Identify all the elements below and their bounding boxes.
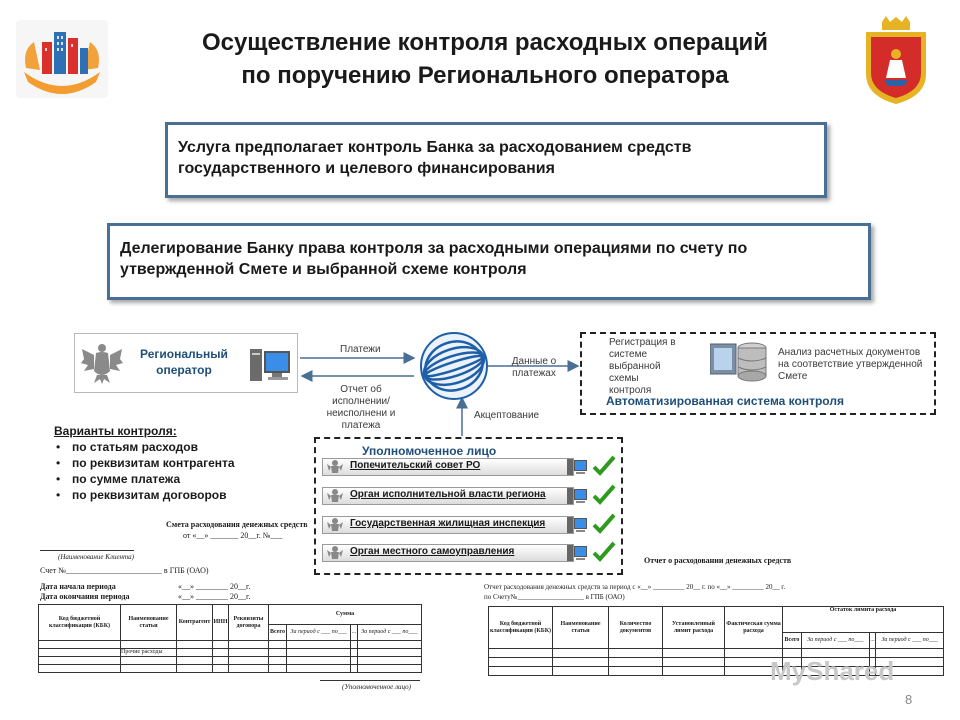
authorized-item-label: Орган исполнительной власти региона xyxy=(350,489,546,500)
report-subcol-ellipsis: ... xyxy=(869,633,876,649)
authorized-item-4 xyxy=(322,543,612,563)
check-icon xyxy=(592,454,616,478)
delegation-box: Делегирование Банку права контроля за расходными операциями по счету по утвержденной Смете и выбранной схеме контроля xyxy=(107,223,871,300)
estimate-subcol-period: За период с ___ по___ xyxy=(357,625,421,641)
report-subcol-period: За период с ___ по___ xyxy=(801,633,869,649)
watermark: MyShared xyxy=(770,656,895,686)
eagle-emblem-icon xyxy=(326,459,344,475)
estimate-start-date-value: «__» ________ 20__г. xyxy=(178,582,251,591)
control-variant-item: • по реквизитам контрагента xyxy=(54,455,235,471)
control-variant-item: • по статьям расходов xyxy=(54,439,235,455)
report-col-kbk: Код бюджетной классификации (КБК) xyxy=(489,607,553,649)
eagle-emblem-icon xyxy=(326,545,344,561)
estimate-end-date-value: «__» ________ 20__г. xyxy=(178,592,251,601)
eagle-emblem-icon xyxy=(326,517,344,533)
authorized-item-2 xyxy=(322,486,612,506)
estimate-end-date: Дата окончания периода xyxy=(40,592,130,601)
automated-control-system-title: Автоматизированная система контроля xyxy=(606,394,844,408)
analysis-label: Анализ расчетных документов на соответствие утвержденной Смете xyxy=(778,347,923,382)
authorized-item-label: Государственная жилищная инспекция xyxy=(350,518,546,529)
report-col-remaining: Остаток лимита расхода xyxy=(783,607,944,633)
estimate-start-date: Дата начала периода xyxy=(40,582,116,591)
estimate-title: Смета расходования денежных средств xyxy=(166,520,308,529)
report-col-doc-count: Количество документов xyxy=(609,607,663,649)
control-variants-heading: Варианты контроля: xyxy=(54,424,177,438)
estimate-table xyxy=(38,604,422,673)
report-col-article: Наименование статьи xyxy=(553,607,609,649)
report-title: Отчет о расходовании денежных средств xyxy=(644,556,792,565)
database-icon xyxy=(710,338,770,386)
estimate-col-contract: Реквизиты договора xyxy=(229,605,269,641)
acceptance-label: Акцептование xyxy=(474,410,540,421)
computer-icon xyxy=(566,515,588,535)
estimate-subcol-total: Всего xyxy=(269,625,287,641)
estimate-subcol-period: За период с ___ по___ xyxy=(286,625,350,641)
estimate-other-expenses: Прочие расходы xyxy=(121,649,177,657)
title-line-1: Осуществление контроля расходных операций xyxy=(201,29,769,56)
report-subcol-period: За период с ___ по___ xyxy=(876,633,944,649)
eagle-emblem-icon xyxy=(326,488,344,504)
estimate-subtitle: от «__» _______ 20__г. №___ xyxy=(183,531,283,540)
check-icon xyxy=(592,540,616,564)
payments-label: Платежи xyxy=(340,344,381,355)
control-variant-item: • по реквизитам договоров xyxy=(54,487,235,503)
computer-icon xyxy=(566,486,588,506)
report-account: по Счету№___________________ в ГПБ (ОАО) xyxy=(484,593,625,601)
estimate-col-kbk: Код бюджетной классификации (КБК) xyxy=(39,605,121,641)
client-line xyxy=(40,550,134,551)
service-box: Услуга предполагает контроль Банка за расходованием средств государственного и целевого финансирования xyxy=(165,122,827,198)
estimate-col-inn: ИНН xyxy=(213,605,229,641)
check-icon xyxy=(592,483,616,507)
estimate-signature-caption: (Уполномоченное лицо) xyxy=(342,683,411,691)
estimate-subcol-ellipsis: ... xyxy=(351,625,357,641)
control-variant-item: • по сумме платежа xyxy=(54,471,235,487)
authorized-person-title: Уполномоченное лицо xyxy=(362,444,497,458)
authorized-item-label: Орган местного самоуправления xyxy=(350,546,515,557)
check-icon xyxy=(592,512,616,536)
authorized-item-1 xyxy=(322,457,612,477)
computer-icon xyxy=(566,457,588,477)
computer-icon xyxy=(566,543,588,563)
authorized-item-label: Попечительский совет РО xyxy=(350,460,481,471)
estimate-client-caption: (Наименование Клиента) xyxy=(58,553,135,561)
regional-operator-label: Региональный оператор xyxy=(140,347,228,377)
estimate-col-sum: Сумма xyxy=(269,605,422,625)
estimate-account: Счет №________________________ в ГПБ (ОАО) xyxy=(40,566,209,575)
bank-globe-logo xyxy=(418,330,490,402)
report-col-actual: Фактическая сумма расхода xyxy=(725,607,783,649)
title-line-2: по поручению Регионального оператора xyxy=(241,62,729,89)
report-subcol-total: Всего xyxy=(783,633,802,649)
estimate-col-counterparty: Контрагент xyxy=(177,605,213,641)
signature-line xyxy=(320,680,420,681)
payment-data-label: Данные о платежах xyxy=(511,356,557,379)
authorized-item-3 xyxy=(322,515,612,535)
report-subtitle: Отчет расходования денежных средств за период с «__» _________ 20__ г. по «__» _________ 20__ г. xyxy=(484,583,786,591)
report-label: Отчет об исполнении/неисполнени и платежа xyxy=(326,384,396,431)
control-variants xyxy=(54,423,235,503)
estimate-col-article: Наименование статьи xyxy=(121,605,177,641)
registration-label: Регистрация в системе выбранной схемы контроля xyxy=(609,337,676,396)
report-col-limit: Установленный лимит расхода xyxy=(663,607,725,649)
page-number: 8 xyxy=(905,692,913,707)
